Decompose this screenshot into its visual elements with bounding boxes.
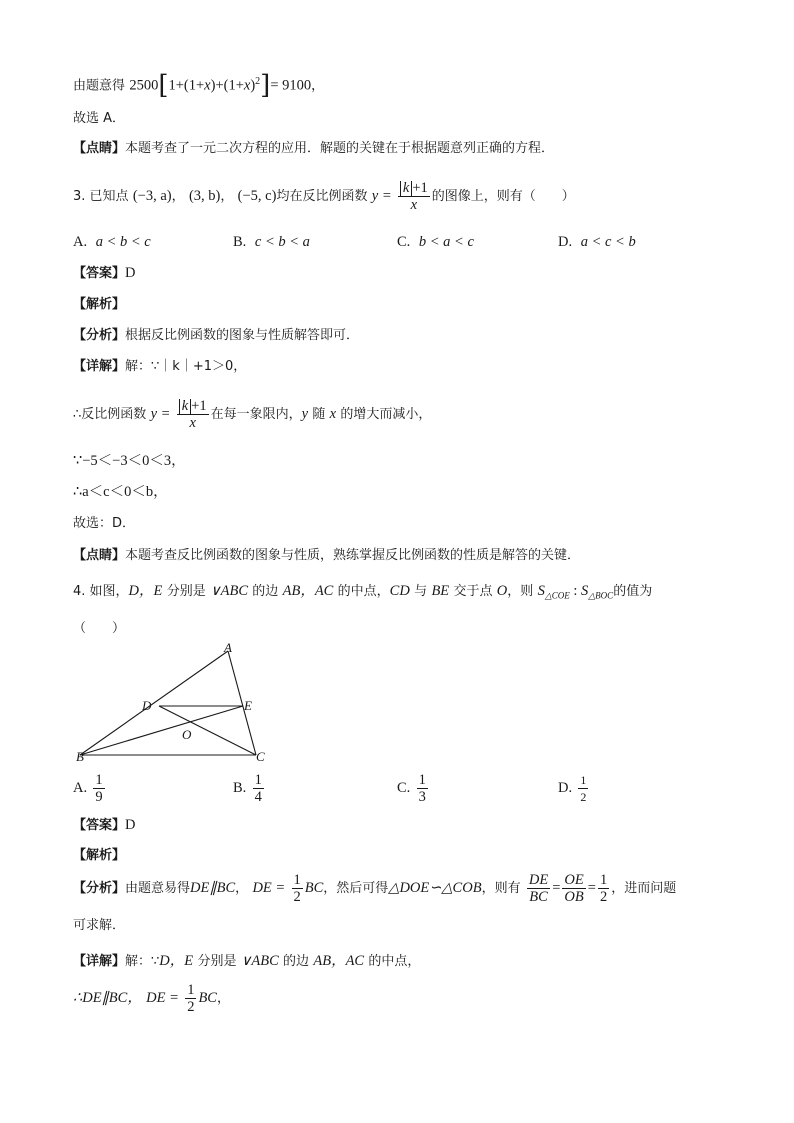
option-fraction: [93, 772, 104, 805]
area-subscript: △BOC: [588, 590, 614, 601]
option-fraction: [253, 772, 264, 805]
side-ab: [80, 651, 228, 755]
stem-math: D，E: [128, 583, 163, 599]
xiangjie-text: 解：∵｜k｜+1＞0，: [125, 359, 247, 374]
ratio-de-bc: [527, 872, 550, 905]
fenxi-text: ，进而问题: [611, 881, 677, 896]
q3-step-2: [73, 398, 431, 431]
step-text: 在每一象限内，: [210, 407, 302, 422]
fenxi-math: DE∥BC: [190, 880, 236, 896]
step-math: DE =: [146, 990, 179, 1006]
equation-term: (1+: [183, 77, 205, 94]
left-bracket: [: [158, 70, 169, 101]
half-fraction: [185, 982, 196, 1015]
q3-stem: [73, 180, 575, 213]
label-b: B: [76, 749, 84, 764]
q3-option-a: [73, 232, 151, 252]
label-e: E: [244, 698, 252, 713]
label-a: A: [224, 640, 232, 655]
area-symbol: S: [537, 583, 545, 599]
equation-term: ): [250, 77, 256, 94]
answer-value: D: [125, 817, 136, 833]
fenxi-math: △DOE∽△COB: [388, 880, 482, 896]
option-text: a < c < b: [580, 234, 636, 250]
step-text: 随: [312, 407, 326, 422]
step-math: BC: [198, 990, 217, 1006]
option-letter: A.: [73, 234, 88, 250]
equation-variable: x: [243, 77, 251, 94]
xiangjie-math: D，E: [159, 953, 194, 969]
numerator: 1: [254, 772, 262, 788]
option-letter: C.: [397, 780, 411, 796]
abs-k: k: [179, 399, 191, 414]
step-math: ∴DE∥BC，: [73, 990, 142, 1006]
xiangjie-text: 分别是: [197, 954, 237, 969]
q3-function-fraction: [398, 180, 430, 213]
stem-text: 与: [414, 584, 428, 599]
option-text: b < a < c: [418, 234, 474, 250]
fenxi-math: DE =: [252, 880, 286, 896]
equation-term: 1+: [168, 77, 184, 94]
fenxi-text: ，则有: [481, 881, 521, 896]
stem-text: 的中点，: [337, 584, 390, 599]
option-letter: D.: [558, 234, 573, 250]
separator: ，: [235, 881, 249, 896]
equation-exponent: 2: [255, 76, 261, 87]
q3-point-3: (−5, c): [237, 188, 277, 204]
option-fraction: [578, 772, 588, 805]
q4-option-c: [397, 772, 430, 805]
stem-math: O: [496, 583, 508, 599]
denominator: 2: [293, 889, 301, 905]
numerator: 1: [95, 772, 103, 788]
denominator: 9: [95, 789, 103, 805]
q3-analysis-tag: 【解析】: [73, 297, 126, 312]
q3-fenxi: [73, 326, 359, 346]
q4-analysis-tag: 【解析】: [73, 848, 126, 863]
equals: =: [552, 880, 561, 896]
denominator: BC: [529, 889, 548, 905]
variable-y: y: [301, 406, 309, 422]
denominator: 2: [187, 999, 195, 1015]
equation-line: [73, 70, 325, 101]
q3-comment: [73, 546, 580, 566]
variable-x: x: [329, 406, 337, 422]
area-subscript: △COE: [544, 590, 570, 601]
fenxi-text: 由题意易得: [125, 881, 191, 896]
choose-line: 故选 A．: [73, 111, 126, 126]
equation-prefix: 由题意得: [73, 78, 126, 94]
q3-stem-end: 的图像上，则有（ ）: [431, 189, 575, 204]
fenxi-math: BC: [304, 880, 324, 896]
comment-line: [73, 139, 554, 159]
q3-stem-start: 3. 已知点: [73, 189, 129, 204]
stem-math: BE: [431, 583, 450, 599]
numerator: OE: [564, 872, 584, 888]
xiangjie-text: 的边: [283, 954, 310, 969]
fenxi-text: ，然后可得: [323, 881, 389, 896]
q4-answer: [73, 815, 136, 836]
q3-point-1: (−3, a): [132, 188, 172, 204]
equals: =: [587, 880, 596, 896]
step-text: 的增大而减小，: [340, 407, 432, 422]
stem-text: 分别是: [166, 584, 206, 599]
stem-text: 交于点: [453, 584, 493, 599]
comment-text: 本题考查了一元二次方程的应用．解题的关键在于根据题意列正确的方程．: [125, 141, 555, 156]
numerator-rest: +1: [191, 398, 207, 414]
stem-math: AB，AC: [282, 583, 334, 599]
equation-coefficient: 2500: [129, 77, 159, 94]
stem-text: ，则: [507, 584, 534, 599]
option-letter: D.: [558, 780, 573, 796]
ratio-colon: :: [569, 583, 582, 599]
half-fraction: [292, 872, 303, 905]
q3-option-b: [233, 232, 310, 252]
option-text: a < b < c: [95, 234, 151, 250]
equation-variable: x: [204, 77, 211, 94]
abs-k: k: [400, 181, 412, 196]
numerator: 1: [599, 872, 608, 888]
q4-paren: （ ）: [73, 621, 126, 636]
option-letter: B.: [233, 780, 247, 796]
q3-step-3: ∵−5＜−3＜0＜3，: [73, 453, 186, 469]
q4-step-2: [73, 982, 230, 1015]
area-symbol: S: [581, 583, 589, 599]
stem-text: 的值为: [613, 584, 653, 599]
denominator: 2: [599, 889, 608, 905]
separator: ，: [220, 189, 234, 204]
xiangjie-math: ∨ABC: [240, 953, 279, 969]
q4-option-d: [558, 772, 590, 805]
stem-math: ∨ABC: [210, 583, 248, 599]
numerator: 1: [580, 773, 587, 787]
function-lhs: y =: [150, 406, 171, 422]
xiangjie-tag: 【详解】: [73, 954, 126, 969]
q4-fenxi: [73, 872, 676, 905]
right-bracket: ]: [260, 70, 271, 101]
denominator: 4: [254, 789, 262, 805]
label-c: C: [256, 749, 265, 764]
ratio-half: [598, 872, 609, 905]
option-letter: B.: [233, 234, 247, 250]
label-d: D: [142, 698, 152, 713]
option-text: c < b < a: [254, 234, 310, 250]
q4-option-a: [73, 772, 107, 805]
stem-text: 4. 如图，: [73, 584, 129, 599]
numerator: 1: [187, 982, 195, 998]
separator: ，: [171, 189, 185, 204]
q4-fenxi-cont: 可求解．: [73, 918, 126, 933]
stem-text: 的边: [252, 584, 279, 599]
option-fraction: [417, 772, 428, 805]
equation-rhs: = 9100: [270, 77, 312, 94]
q3-stem-middle: 均在反比例函数: [276, 189, 368, 204]
denominator: x: [410, 197, 418, 213]
equation-term: )+(1+: [210, 77, 244, 94]
triangle-figure: [70, 640, 280, 770]
q3-xiangjie: [73, 357, 246, 377]
q4-xiangjie: [73, 951, 420, 972]
numerator: 1: [293, 872, 301, 888]
q3-step-fraction: [177, 398, 209, 431]
label-o: O: [182, 727, 192, 742]
option-letter: C.: [397, 234, 411, 250]
numerator-rest: +1: [412, 180, 428, 196]
comment-text: 本题考查反比例函数的图象与性质，熟练掌握反比例函数的性质是解答的关键．: [125, 548, 581, 563]
q3-option-d: [558, 232, 636, 252]
denominator: 2: [580, 790, 587, 804]
q3-choose: 故选：D．: [73, 516, 136, 531]
comment-tag: 【点睛】: [73, 548, 126, 563]
option-letter: A.: [73, 780, 88, 796]
comment-tag: 【点睛】: [73, 141, 126, 156]
xiangjie-tag: 【详解】: [73, 359, 126, 374]
xiangjie-text: 的中点，: [368, 954, 421, 969]
q3-option-c: [397, 232, 474, 252]
step-text: ∴反比例函数: [73, 407, 147, 422]
equation-end: ，: [311, 78, 325, 94]
segment-cd: [159, 706, 256, 755]
denominator: x: [189, 415, 196, 431]
answer-value: D: [125, 265, 136, 281]
denominator: 3: [418, 789, 426, 805]
answer-tag: 【答案】: [73, 266, 126, 281]
answer-tag: 【答案】: [73, 818, 126, 833]
q3-function-lhs: y =: [371, 188, 392, 204]
segment-be: [80, 706, 243, 755]
fenxi-text: 根据反比例函数的图象与性质解答即可．: [125, 328, 360, 343]
separator: ，: [216, 991, 230, 1006]
xiangjie-math: AB，AC: [313, 953, 365, 969]
q3-point-2: (3, b): [188, 188, 221, 204]
numerator: DE: [528, 872, 549, 888]
fenxi-tag: 【分析】: [73, 328, 126, 343]
q4-option-b: [233, 772, 266, 805]
ratio-oe-ob: [562, 872, 585, 905]
numerator: 1: [418, 772, 426, 788]
q3-step-4: ∴a＜c＜0＜b，: [73, 484, 168, 500]
stem-math: CD: [389, 583, 410, 599]
q3-answer: [73, 263, 136, 284]
fenxi-tag: 【分析】: [73, 881, 126, 896]
denominator: OB: [564, 889, 584, 905]
q4-stem: [73, 581, 652, 606]
xiangjie-text: 解：∵: [125, 954, 160, 969]
